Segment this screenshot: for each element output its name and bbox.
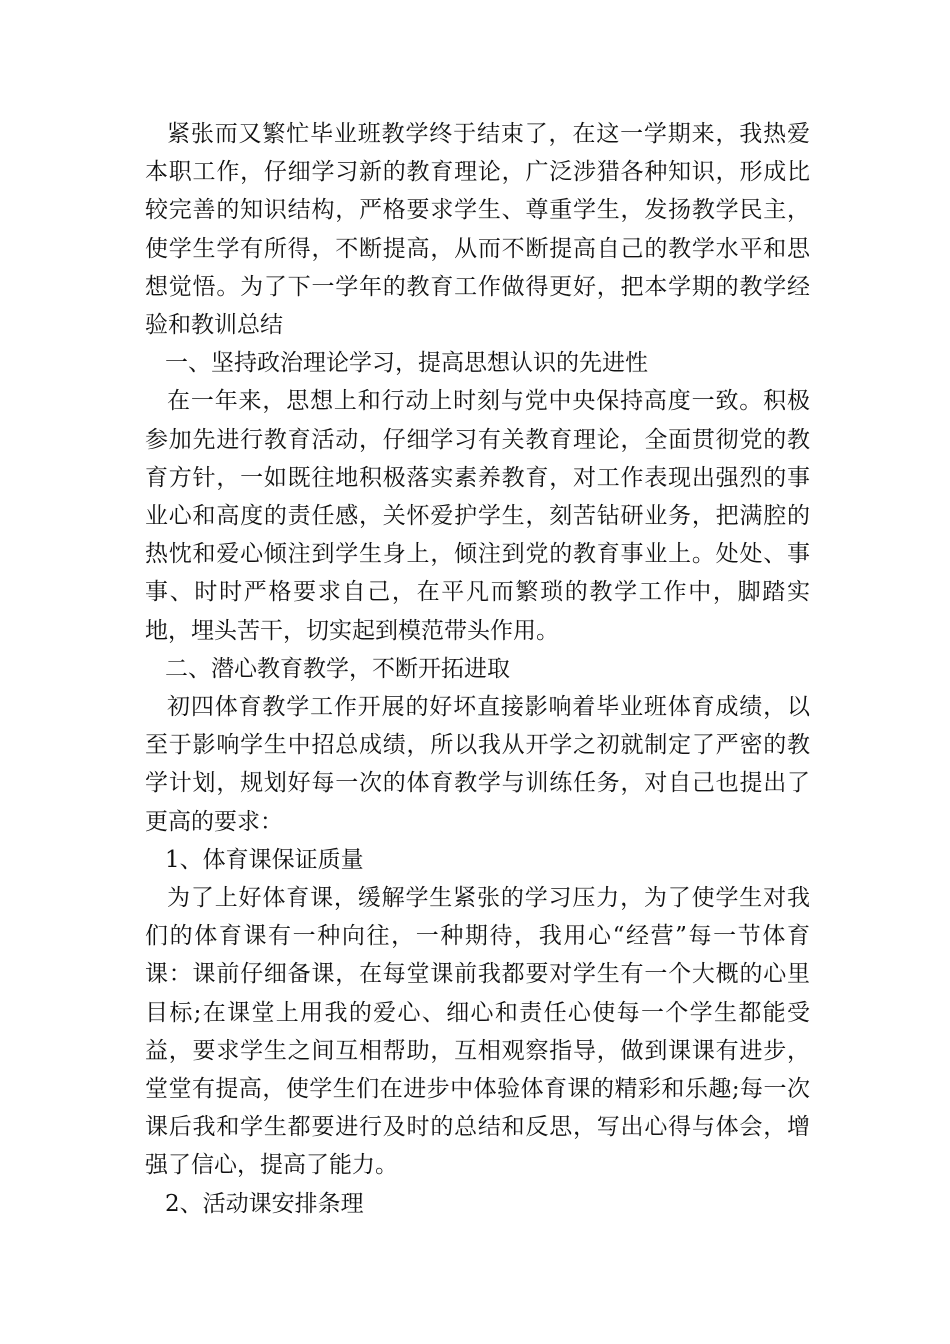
- paragraph-intro: 紧张而又繁忙毕业班教学终于结束了，在这一学期来，我热爱本职工作，仔细学习新的教育理论，广泛涉猎各种知识，形成比较完善的知识结构，严格要求学生、尊重学生，发扬教学民主，使学生学有所得，不断提高，从而不断提高自己的教学水平和思想觉悟。为了下一学年的教育工作做得更好，把本学期的教学经验和教训总结: [145, 121, 810, 339]
- paragraph-pe-class-quality: 为了上好体育课，缓解学生紧张的学习压力，为了使学生对我们的体育课有一种向往，一种期待，我用心“经营”每一节体育课：课前仔细备课，在每堂课前我都要对学生有一个大概的心里目标;在课堂上用我的爱心、细心和责任心使每一个学生都能受益，要求学生之间互相帮助，互相观察指导，做到课课有进步，堂堂有提高，使学生们在进步中体验体育课的精彩和乐趣;每一次课后我和学生都要进行及时的总结和反思，写出心得与体会，增强了信心，提高了能力。: [145, 885, 810, 1179]
- document-body: [145, 115, 810, 1223]
- paragraph-political-study: 在一年来，思想上和行动上时刻与党中央保持高度一致。积极参加先进行教育活动，仔细学习有关教育理论，全面贯彻党的教育方针，一如既往地积极落实素养教育，对工作表现出强烈的事业心和高度的责任感，关怀爱护学生，刻苦钻研业务，把满腔的热忱和爱心倾注到学生身上，倾注到党的教育事业上。处处、事事、时时严格要求自己，在平凡而繁琐的教学工作中，脚踏实地，埋头苦干，切实起到模范带头作用。: [145, 388, 810, 644]
- subsection-heading-1: 1、体育课保证质量: [165, 846, 364, 873]
- subsection-heading-2: 2、活动课安排条理: [165, 1190, 364, 1217]
- paragraph-teaching-plan: 初四体育教学工作开展的好坏直接影响着毕业班体育成绩，以至于影响学生中招总成绩，所以我从开学之初就制定了严密的教学计划，规划好每一次的体育教学与训练任务，对自己也提出了更高的要求：: [145, 694, 810, 835]
- section-heading-1: 一、坚持政治理论学习，提高思想认识的先进性: [165, 350, 648, 377]
- section-heading-2: 二、潜心教育教学，不断开拓进取: [165, 655, 510, 682]
